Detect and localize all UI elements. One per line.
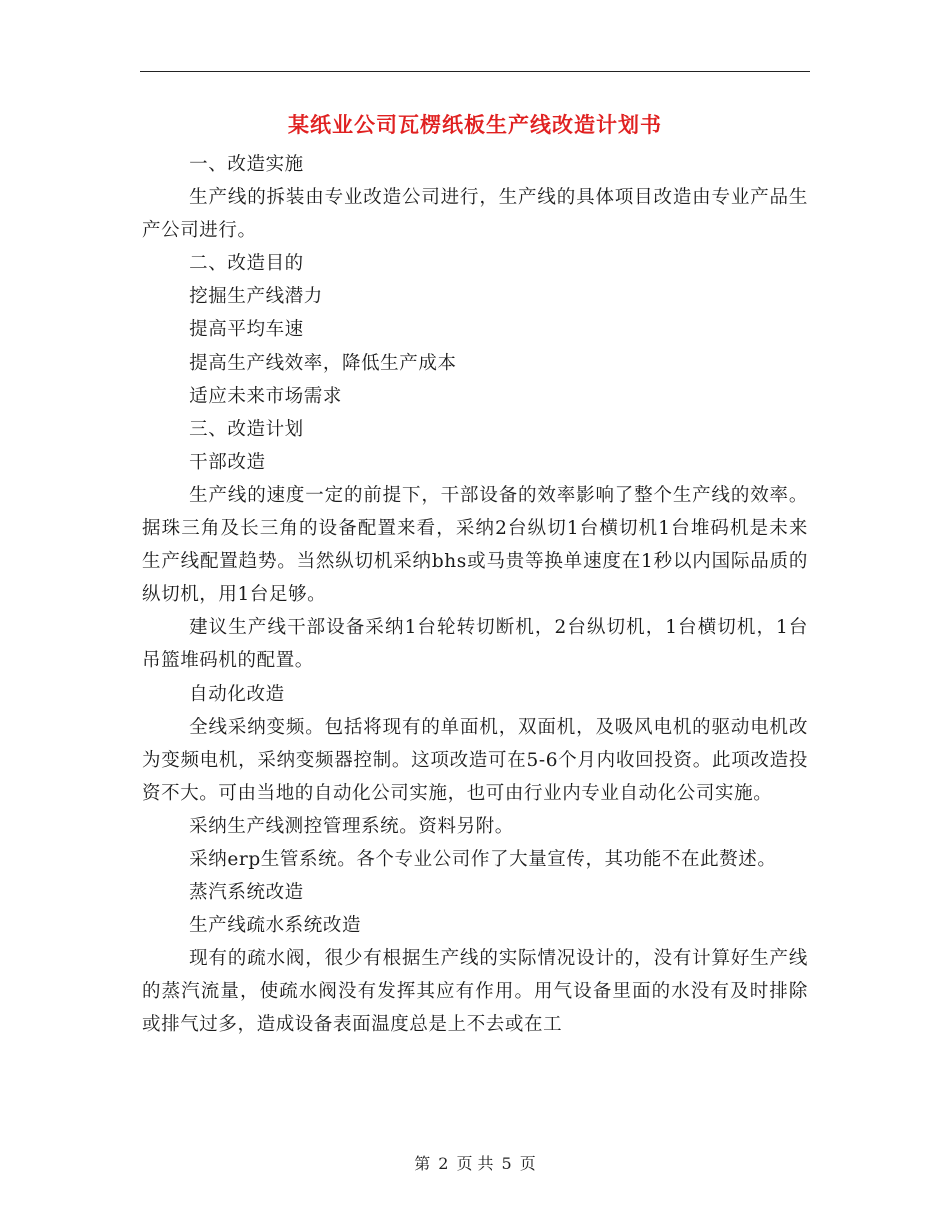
paragraph: 采纳erp生管系统。各个专业公司作了大量宣传，其功能不在此赘述。 (189, 848, 777, 870)
paragraph: 采纳生产线测控管理系统。资料另附。 (189, 815, 514, 837)
subheading-steam-system: 蒸汽系统改造 (189, 882, 304, 904)
list-item: 提高生产线效率，降低生产成本 (189, 352, 457, 374)
current-page-number: 2 (438, 1154, 449, 1173)
list-item: 适应未来市场需求 (189, 385, 342, 407)
paragraph: 生产线的拆装由专业改造公司进行，生产线的具体项目改造由专业产品生产公司进行。 (142, 187, 808, 242)
page-footer (0, 1153, 950, 1175)
paragraph: 现有的疏水阀，很少有根据生产线的实际情况设计的，没有计算好生产线的蒸汽流量，使疏水阀没有发挥其应有作用。用气设备里面的水没有及时排除或排气过多，造成设备表面温度总是上不去或在工 (142, 948, 808, 1036)
section-heading-plan: 三、改造计划 (189, 418, 304, 440)
list-item: 挖掘生产线潜力 (189, 286, 323, 308)
document-title: 某纸业公司瓦楞纸板生产线改造计划书 (288, 112, 662, 137)
paragraph: 建议生产线干部设备采纳1台轮转切断机，2台纵切机，1台横切机，1台吊篮堆码机的配置。 (142, 617, 808, 672)
section-heading-purpose: 二、改造目的 (189, 253, 304, 275)
paragraph: 全线采纳变频。包括将现有的单面机，双面机，及吸风电机的驱动电机改为变频电机，采纳变频器控制。这项改造可在5-6个月内收回投资。此项改造投资不大。可由当地的自动化公司实施，也可由行业内专业自动化公司实施。 (142, 716, 808, 804)
footer-suffix: 页 (519, 1154, 536, 1173)
subheading-dry-end: 干部改造 (189, 451, 266, 473)
subheading-automation: 自动化改造 (189, 683, 285, 705)
list-item: 提高平均车速 (189, 319, 304, 341)
paragraph: 生产线的速度一定的前提下，干部设备的效率影响了整个生产线的效率。据珠三角及长三角的设备配置来看，采纳2台纵切1台横切机1台堆码机是未来生产线配置趋势。当然纵切机采纳bhs或马贵等换单速度在1秒以内国际品质的纵切机，用1台足够。 (142, 484, 808, 606)
footer-prefix: 第 (414, 1154, 431, 1173)
total-pages-number: 5 (501, 1154, 512, 1173)
document-body (142, 148, 808, 1042)
footer-mid: 页 共 (456, 1154, 494, 1173)
section-heading-implementation: 一、改造实施 (189, 154, 304, 175)
header-rule (140, 71, 810, 72)
subheading-drainage: 生产线疏水系统改造 (189, 915, 362, 937)
